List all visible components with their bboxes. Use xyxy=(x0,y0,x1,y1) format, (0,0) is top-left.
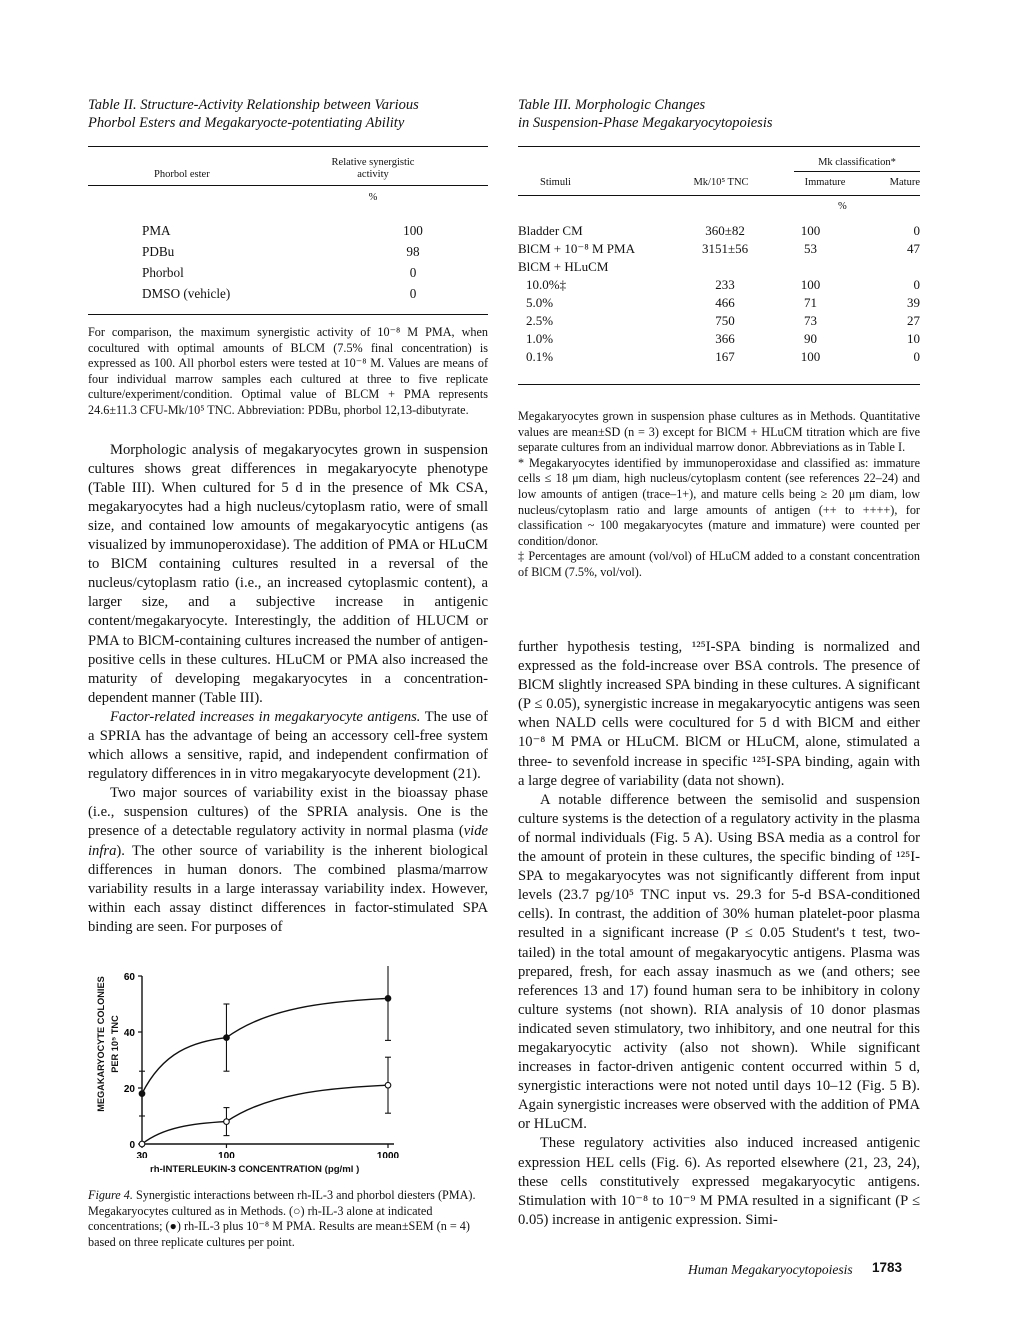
table3-cell-mature: 39 xyxy=(907,295,920,310)
paragraph-part: Two major sources of variability exist in the bioassay phase (i.e., suspension cultures) of the SPRIA analysis. One is the presence of a detectable regulatory activity in normal plasma ( xyxy=(88,785,488,840)
table3-row xyxy=(518,330,920,348)
table2-header xyxy=(88,147,488,185)
table2-row xyxy=(142,283,462,304)
table3-row xyxy=(518,312,920,330)
table3-cell-mature: 47 xyxy=(907,241,920,256)
section-heading: Factor-related increases in megakaryocyte antigens. xyxy=(110,708,421,725)
table3-cell-mature: 0 xyxy=(913,349,920,364)
table2-cell-activity: 0 xyxy=(409,264,417,280)
figure4-caption xyxy=(88,1188,488,1250)
table3-cell-mature: 27 xyxy=(907,313,920,328)
table3-cell-mk: 167 xyxy=(715,349,735,364)
table2-cell-activity: 100 xyxy=(403,222,423,238)
paragraph xyxy=(88,708,488,784)
table2-col2-header xyxy=(328,157,418,181)
table2-cell-ester: PDBu xyxy=(142,243,175,259)
table3-cell-mature: 0 xyxy=(913,223,920,238)
table2-row xyxy=(142,262,462,283)
data-point xyxy=(224,1119,230,1125)
figure4-ylabel-line2: PER 10⁵ TNC xyxy=(110,1015,120,1073)
table3-cell-stimuli: Bladder CM xyxy=(518,223,583,238)
table2-unit: % xyxy=(368,192,378,203)
y-tick-label: 0 xyxy=(129,1140,135,1151)
table2-title xyxy=(88,96,488,132)
data-point xyxy=(385,1082,391,1088)
table2-footnote: For comparison, the maximum synergistic activity of 10⁻⁸ M PMA, when cocultured with optimal amounts of BLCM (7.5% final concentration) is expressed as 100. All phorbol esters were tested at 10⁻⁸ M. Values are means of four individual marrow samples each cultured at three to five replicate culture/experiment/condition. Optimal value of BLCM + PMA represents 24.6±11.3 CFU-Mk/10⁵ TNC. Abbreviation: PDBu, phorbol 12,13-dibutyrate. xyxy=(88,325,488,417)
x-tick-label: 30 xyxy=(136,1151,148,1158)
x-tick-label: 100 xyxy=(218,1151,235,1158)
table3-cell-immature: 90 xyxy=(803,331,817,346)
table2-body xyxy=(142,220,462,304)
table3-cell-immature: 71 xyxy=(803,295,817,310)
table3-footnote: Megakaryocytes grown in suspension phase cultures as in Methods. Quantitative values are mean±SD (n = 3) except for BlCM + HLuCM titration which are five separate cultures from an individual marrow donor. Abbreviations as in Table I. xyxy=(518,409,920,455)
paragraph-italic: vide infra xyxy=(88,823,488,859)
table3-col-mature: Mature xyxy=(889,177,920,188)
table3-cell-stimuli: 1.0% xyxy=(526,331,554,346)
table2-title-line2: Phorbol Esters and Megakaryocte-potentiating Ability xyxy=(88,115,405,131)
paragraph: A notable difference between the semisolid and suspension culture systems is the detection of a regulatory activity in the plasma of normal individuals (Fig. 5 A). Using BSA media as a control for the amount of protein in these cultures, the specific binding of ¹²⁵I-SPA to megakaryocytes was not significantly different from input levels (23.7 pg/10⁵ TNC input vs. 29.3 for 5-d BSA-conditioned cells). In contrast, the addition of 30% human platelet-poor plasma resulted in a significant increase (P ≤ 0.05 Student's t test, two-tailed) in the total amount of megakaryocytic antigens. Plasma was prepared, fresh, for each assay inasmuch as we (and others; see references 13 and 17) found human sera to be inhibitory in colony culture systems (not shown). RIA analysis of 10 donor plasmas indicated seven stimulatory, two inhibitory, and one neutral for this megakaryocytic activity (also not shown). While significant increases in factor-driven antigenic content occurred within 5 d, synergistic interactions were not noted until days 10–12 (Fig. 5 B). Again synergistic increases were observed with the addition of PMA or HLuCM. xyxy=(518,791,920,1133)
table3-col-mk: Mk/10⁵ TNC xyxy=(693,177,749,188)
table3-cell-mk: 233 xyxy=(715,277,735,292)
table3-cell-mature xyxy=(861,258,920,276)
y-tick-label: 20 xyxy=(123,1084,135,1095)
table2-row xyxy=(142,241,462,262)
page-number: 1783 xyxy=(872,1260,903,1275)
table3-footnote: ‡ Percentages are amount (vol/vol) of HLuCM added to a constant concentration of BlCM (7.5%, vol/vol). xyxy=(518,549,920,579)
paragraph: further hypothesis testing, ¹²⁵I-SPA binding is normalized and expressed as the fold-increase over BSA controls. The presence of BlCM slightly increased SPA binding in these cultures. A significant (P ≤ 0.05), synergistic increase in megakaryocytic antigens was seen when NALD cells were cocultured for 5 d with BlCM and either 10⁻⁸ M PMA or HLuCM. BlCM or HLuCM, alone, stimulated a three- to sevenfold increase in specific ¹²⁵I-SPA binding, again with a large degree of variability (data not shown). xyxy=(518,639,920,789)
table3-cell-immature: 100 xyxy=(800,277,821,292)
table3-cell-stimuli: 10.0%‡ xyxy=(526,277,567,292)
table2-cell-ester: PMA xyxy=(142,222,171,238)
left-column xyxy=(88,96,488,1249)
table3-cell-mk: 360±82 xyxy=(705,223,745,238)
table3 xyxy=(518,96,920,581)
table2-col2-header-line2: activity xyxy=(357,169,389,180)
table3-group-header: Mk classification* xyxy=(818,157,896,168)
figure4-ylabel-line1: MEGAKARYOCYTE COLONIES xyxy=(96,976,106,1112)
data-point xyxy=(139,1091,145,1097)
table3-body xyxy=(518,222,920,366)
table2-cell-activity: 98 xyxy=(406,243,420,259)
table2-col2-header-line1: Relative synergistic xyxy=(331,157,415,168)
right-body-text xyxy=(518,638,920,1230)
table2-cell-ester: Phorbol xyxy=(142,264,184,280)
table3-cell-mk: 3151±56 xyxy=(701,241,749,256)
table3-row xyxy=(518,258,920,276)
paragraph-part: ). The other source of variability is the inherent biological differences in human donors. The combined plasma/marrow variability results in a large interassay variability index. However, within each assay distinct differences in factor-stimulated SPA binding are seen. For purposes of xyxy=(88,842,488,935)
figure4 xyxy=(88,966,488,1249)
table3-cell-stimuli: BlCM + 10⁻⁸ M PMA xyxy=(518,241,635,256)
table3-cell-stimuli: BlCM + HLuCM xyxy=(518,259,609,274)
left-body-text xyxy=(88,441,488,937)
table3-cell-mk: 366 xyxy=(715,331,735,346)
table3-cell-mk: 466 xyxy=(715,295,735,310)
figure4-caption-label: Figure 4. xyxy=(88,1188,133,1202)
table3-cell-immature xyxy=(760,258,862,276)
table3-title-line2: in Suspension-Phase Megakaryocytopoiesis xyxy=(518,115,773,131)
table3-title xyxy=(518,96,920,132)
table2-bottom-rule xyxy=(88,314,488,315)
y-tick-label: 60 xyxy=(123,972,135,983)
table3-header xyxy=(518,147,920,195)
table3-footnote: * Megakaryocytes identified by immunoperoxidase and classified as: immature cells ≤ 18 μm diam, high nucleus/cytoplasm content (see references 22–24) and low amounts of antigen (trace–1+), and mature cells being ≥ 20 μm diam, low nucleus/cytoplasm ratio and large amounts of antigen (++ to ++++), for classification ~ 100 megakaryocytes (mature and immature) were counted per condition/donor. xyxy=(518,455,920,548)
table3-col-immature: Immature xyxy=(804,177,846,188)
table3-col-stimuli: Stimuli xyxy=(540,177,571,188)
figure4-chart xyxy=(88,966,488,1158)
right-column xyxy=(518,96,920,1228)
x-tick-label: 1000 xyxy=(376,1151,400,1158)
table3-cell-mk xyxy=(690,258,759,276)
paragraph: Morphologic analysis of megakaryocytes grown in suspension cultures shows great differences in megakaryocyte phenotype (Table III). When cultured for 5 d in the presence of Mk CSA, megakaryocytes had a high nucleus/cytoplasm ratio, were of small size, and contained low amounts of megakaryocytic antigens (as visualized by immunoperoxidase). The addition of PMA or HLuCM to BlCM containing cultures resulted in a reversal of the nucleus/cytoplasm ratio (i.e., an increased cytoplasmic content), a larger size, and a subjective increase in antigenic content/megakaryocyte. Interestingly, the addition of HLUCM or PMA to BlCM-containing cultures increased the number of antigen-positive cells in these cultures. HLuCM or PMA also increased the maturity of developing megakaryocytes in a concentration-dependent manner (Table III). xyxy=(88,441,488,706)
paragraph xyxy=(88,784,488,937)
table3-cell-stimuli: 5.0% xyxy=(526,295,554,310)
series-line xyxy=(142,1085,388,1144)
table2-col1-header: Phorbol ester xyxy=(154,169,210,180)
table3-row xyxy=(518,276,920,294)
table2-cell-ester: DMSO (vehicle) xyxy=(142,285,231,301)
table2-title-line1: Table II. Structure-Activity Relationship between Various xyxy=(88,97,419,113)
paragraph-body: The use of a SPRIA has the advantage of being an accessory cell-free system which allows a sensitive, rapid, and independent confirmation of regulatory differences in in vitro megakaryocyte development (21). xyxy=(88,708,488,783)
table3-cell-immature: 53 xyxy=(803,241,817,256)
figure4-series xyxy=(139,966,391,1147)
paragraph: These regulatory activities also induced increased antigenic expression HEL cells (Fig. 6). As reported elsewhere (21, 23, 24), these cells constitutively expressed megakaryocytic antigens. Stimulation with 10⁻⁸ to 10⁻⁹ M PMA resulted in a significant (P ≤ 0.05) increase in antigenic expression. Simi- xyxy=(518,1135,920,1228)
figure4-xlabel: rh-INTERLEUKIN-3 CONCENTRATION (pg/ml ) xyxy=(150,1164,360,1175)
table3-cell-immature: 73 xyxy=(803,313,817,328)
data-point xyxy=(139,1141,145,1147)
series-line xyxy=(142,998,388,1093)
table3-bottom-rule xyxy=(518,384,920,385)
table3-title-line1: Table III. Morphologic Changes xyxy=(518,97,706,113)
y-tick-label: 40 xyxy=(123,1028,135,1039)
table3-cell-mature: 10 xyxy=(907,331,920,346)
table3-row xyxy=(518,348,920,366)
table3-cell-immature: 100 xyxy=(800,349,821,364)
table3-cell-mk: 750 xyxy=(715,313,735,328)
figure4-caption-text: Synergistic interactions between rh-IL-3 and phorbol diesters (PMA). Megakaryocytes cultured as in Methods. (○) rh-IL-3 alone at indicated concentrations; (●) rh-IL-3 plus 10⁻⁸ M PMA. Results are mean±SEM (n = 4) based on three replicate cultures per point. xyxy=(88,1188,476,1249)
table3-unit-row xyxy=(518,196,920,222)
table2-row xyxy=(142,220,462,241)
table2-cell-activity: 0 xyxy=(409,285,417,301)
table3-row xyxy=(518,240,920,258)
table2-unit-row xyxy=(88,186,488,220)
table3-cell-immature: 100 xyxy=(800,223,821,238)
table2 xyxy=(88,96,488,419)
table3-cell-mature: 0 xyxy=(913,277,920,292)
table3-group-rule xyxy=(794,171,920,172)
table3-cell-stimuli: 2.5% xyxy=(526,313,554,328)
data-point xyxy=(385,996,391,1002)
running-title: Human Megakaryocytopoiesis xyxy=(688,1262,853,1277)
table3-unit: % xyxy=(838,201,847,212)
table3-row xyxy=(518,222,920,240)
table3-cell-stimuli: 0.1% xyxy=(526,349,554,364)
table3-footnotes xyxy=(518,409,920,581)
data-point xyxy=(224,1035,230,1041)
figure4-ylabel xyxy=(84,966,128,1126)
table3-row xyxy=(518,294,920,312)
